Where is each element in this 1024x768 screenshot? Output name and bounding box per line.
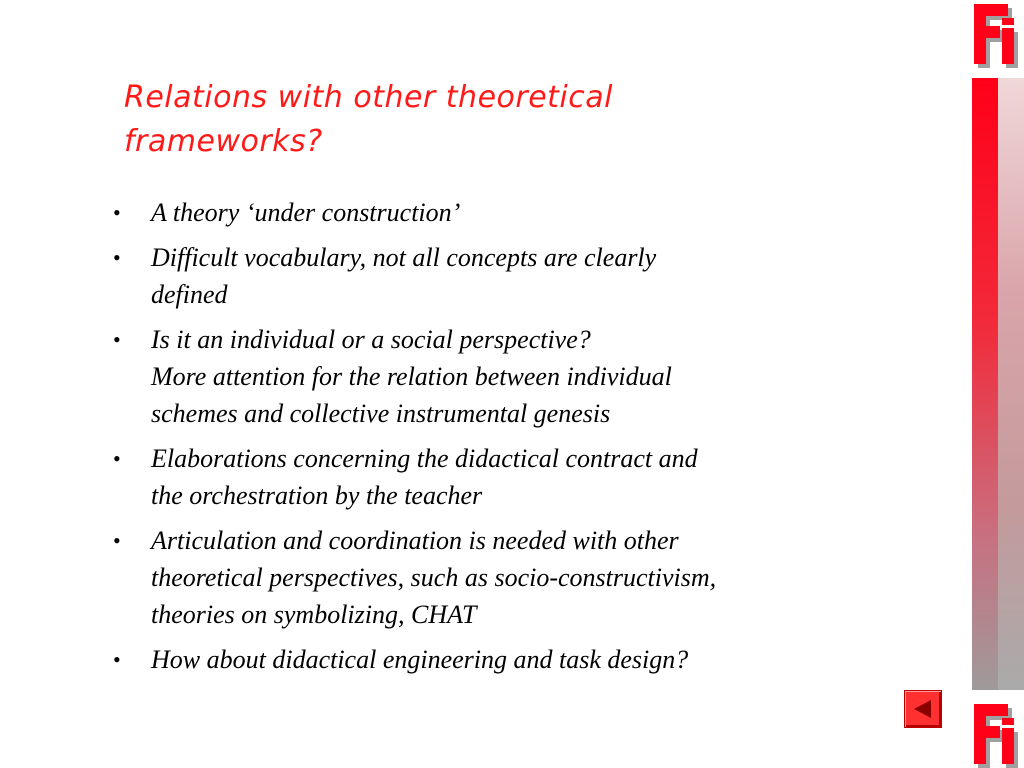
- bullet-dot: •: [113, 528, 121, 553]
- bullet-text: theories on symbolizing, CHAT: [151, 600, 477, 629]
- bullet-text: theoretical perspectives, such as socio-constructivism,: [151, 563, 717, 592]
- bullet-text: schemes and collective instrumental genesis: [151, 399, 611, 428]
- previous-triangle-icon: [905, 691, 941, 727]
- bullet-dot: •: [113, 245, 121, 270]
- slide-title-line: frameworks?: [124, 124, 323, 159]
- sidebar-strip: [998, 78, 1024, 690]
- bullet-text: Articulation and coordination is needed with other: [151, 526, 679, 555]
- sidebar-strip: [972, 78, 998, 690]
- bullet-item: [113, 440, 903, 514]
- slide-title-line: Relations with other theoretical: [124, 80, 613, 115]
- bullet-item: [113, 194, 903, 231]
- bullet-item: [113, 239, 903, 313]
- sidebar-decoration: [972, 78, 1024, 690]
- bullet-item: [113, 641, 903, 678]
- bullet-text: Elaborations concerning the didactical contract and: [151, 444, 698, 473]
- bullet-item: [113, 522, 903, 633]
- bullet-text: the orchestration by the teacher: [151, 481, 483, 510]
- bullet-text: A theory ‘under construction’: [151, 198, 461, 227]
- previous-slide-button[interactable]: [904, 690, 942, 728]
- bullet-text: How about didactical engineering and task design?: [151, 645, 689, 674]
- bullet-dot: •: [113, 647, 121, 672]
- bullet-item: [113, 321, 903, 432]
- bullet-dot: •: [113, 327, 121, 352]
- bullet-text: Is it an individual or a social perspective?: [151, 325, 591, 354]
- slide-title: [124, 76, 824, 164]
- fi-logo-icon: [968, 2, 1022, 70]
- bullet-text: defined: [151, 280, 228, 309]
- bullet-dot: •: [113, 446, 121, 471]
- bullet-text: Difficult vocabulary, not all concepts are clearly: [151, 243, 657, 272]
- bullet-dot: •: [113, 200, 121, 225]
- bullet-text: More attention for the relation between individual: [151, 362, 672, 391]
- fi-logo-icon: [968, 700, 1022, 768]
- bullet-list: [113, 194, 903, 686]
